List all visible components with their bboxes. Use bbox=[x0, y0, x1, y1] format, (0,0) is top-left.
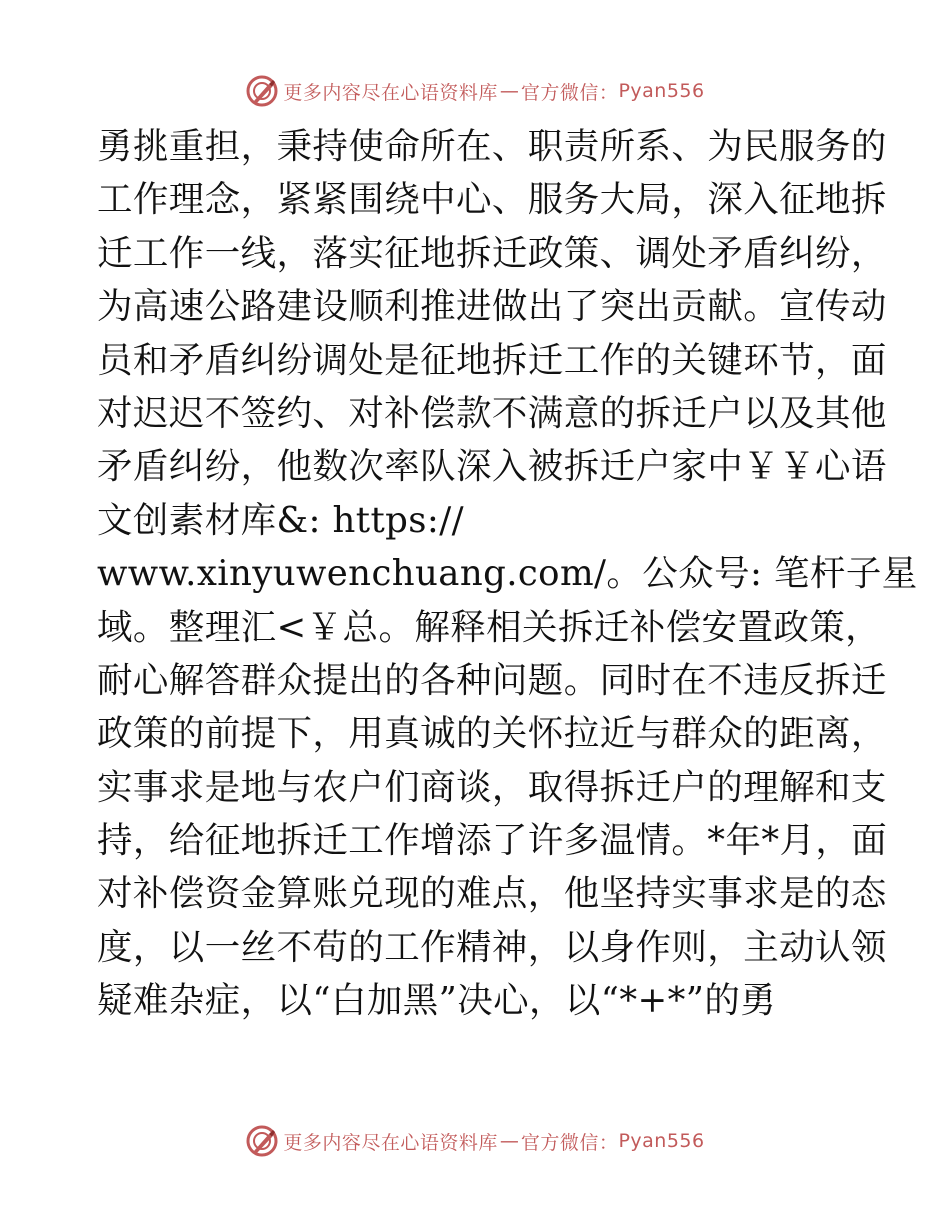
text-line: 政策的前提下，用真诚的关怀拉近与群众的距离， bbox=[97, 713, 887, 755]
watermark-wechat-id: Pyan556 bbox=[618, 80, 705, 102]
text-line: 为高速公路建设顺利推进做出了突出贡献。宣传动 bbox=[97, 286, 887, 328]
text-line: 矛盾纠纷，他数次率队深入被拆迁户家中￥￥心语 bbox=[97, 446, 887, 488]
text-line: 域。整理汇<￥总。解释相关拆迁补偿安置政策， bbox=[97, 606, 882, 648]
text-line: 工作理念，紧紧围绕中心、服务大局，深入征地拆 bbox=[97, 179, 887, 221]
text-line: 对补偿资金算账兑现的难点，他坚持实事求是的态 bbox=[97, 873, 887, 915]
text-line: 耐心解答群众提出的各种问题。同时在不违反拆迁 bbox=[97, 659, 887, 701]
text-line: 迁工作一线，落实征地拆迁政策、调处矛盾纠纷， bbox=[97, 232, 887, 274]
watermark-wechat-label: 官方微信： bbox=[520, 1131, 619, 1154]
header-watermark bbox=[0, 71, 950, 111]
text-line: 勇挑重担，秉持使命所在、职责所系、为民服务的 bbox=[97, 126, 887, 167]
watermark-text: 更多内容尽在心语资料库 bbox=[283, 81, 498, 104]
document-body bbox=[97, 120, 918, 1028]
text-line: 员和矛盾纠纷调处是征地拆迁工作的关键环节，面 bbox=[97, 339, 887, 381]
text-line: 对迟迟不签约、对补偿款不满意的拆迁户以及其他 bbox=[97, 392, 887, 434]
text-line: 持，给征地拆迁工作增添了许多温情。*年*月，面 bbox=[97, 820, 888, 862]
watermark-separator: — bbox=[499, 80, 519, 102]
footer-watermark bbox=[0, 1121, 950, 1161]
watermark-separator: — bbox=[499, 1130, 519, 1152]
pen-logo-icon bbox=[245, 1124, 279, 1158]
text-line: 度，以一丝不苟的工作精神，以身作则，主动认领 bbox=[97, 926, 887, 968]
text-line: 疑难杂症，以“白加黑”决心，以“*+*”的勇 bbox=[97, 980, 777, 1022]
pen-logo-icon bbox=[245, 74, 279, 108]
text-line: 文创素材库&: https:// bbox=[97, 499, 464, 541]
text-line: www.xinyuwenchuang.com/。公众号: 笔杆子星 bbox=[97, 553, 918, 595]
watermark-wechat-id: Pyan556 bbox=[618, 1130, 705, 1152]
watermark-wechat-label: 官方微信： bbox=[520, 81, 619, 104]
watermark-text: 更多内容尽在心语资料库 bbox=[283, 1131, 498, 1154]
text-line: 实事求是地与农户们商谈，取得拆迁户的理解和支 bbox=[97, 766, 887, 808]
